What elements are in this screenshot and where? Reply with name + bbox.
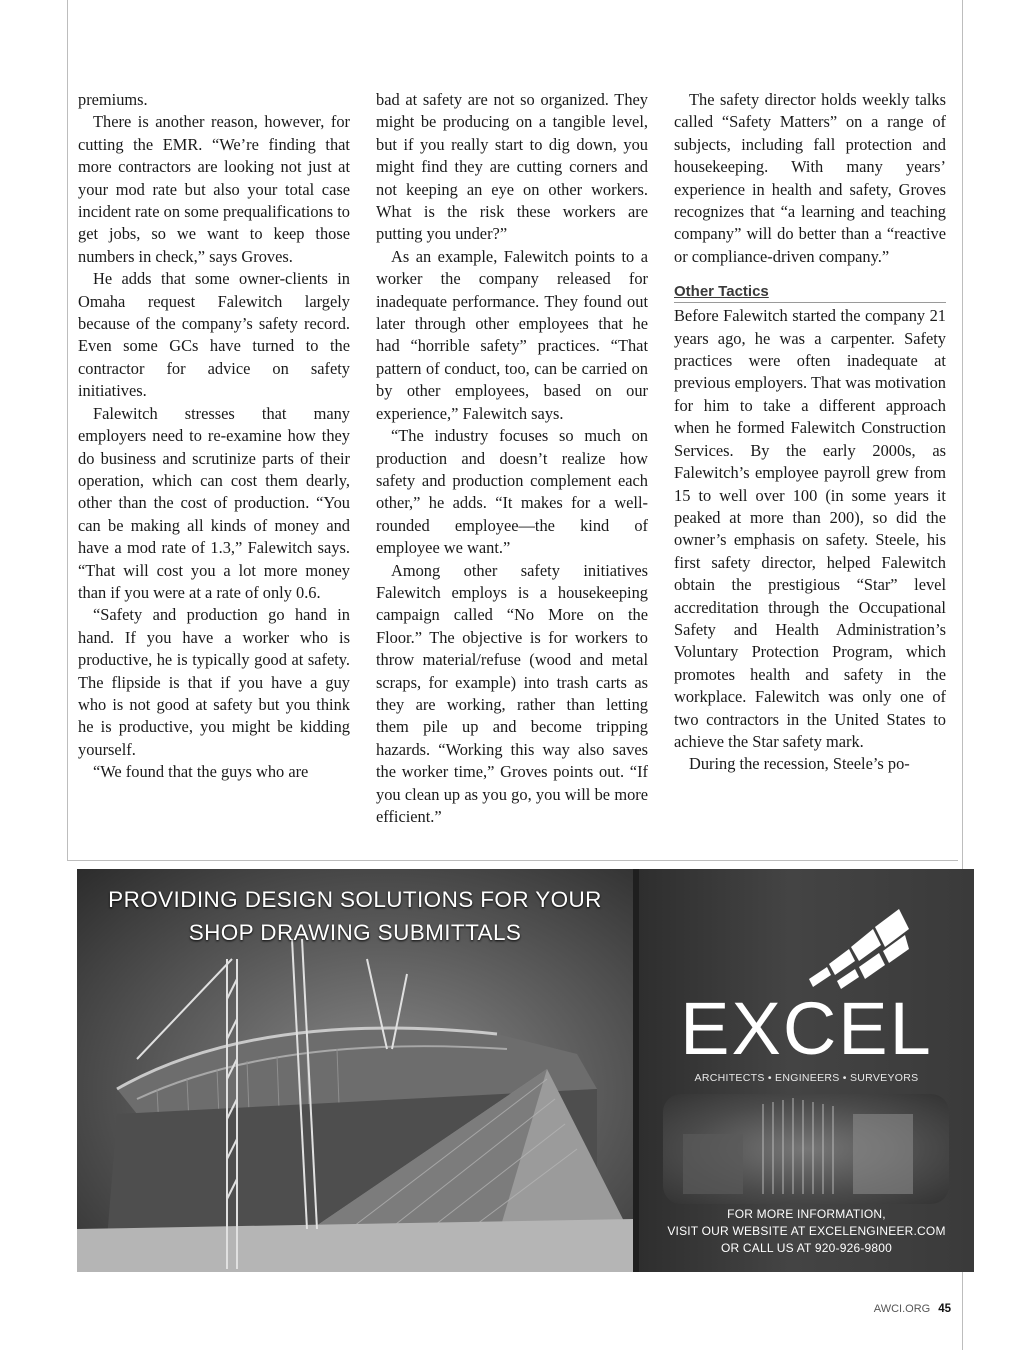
paragraph: bad at safety are not so organized. They might be producing on a tangible level, but if you really start to dig down, you might find they are cutting corners and not keeping an eye on other workers. What is the risk these workers are putting you under?” [376,90,648,244]
paragraph: He adds that some owner-clients in Omaha request Falewitch largely because of the company’s safety record. Even some GCs have turned to the contractor for advice on safety initiatives. [78,269,350,401]
paragraph: Before Falewitch started the company 21 years ago, he was a carpenter. Safety practices were often inadequate at previous employers. That was motivation for him to take a different approach when he formed Falewitch Construction Services. By the early 2000s, as Falewitch’s employee payroll grew from 15 to well over 100 (in some years it peaked at more than 200), so did the owner’s emphasis on safety. Steele, his first safety director, helped Falewitch obtain the prestigious “Star” level accreditation through the Occupational Safety and Health Administration’s Voluntary Protection Program, which promotes health and safety in the workplace. Falewitch was only one of two contractors in the United States to achieve the Star safety mark. [674,306,946,751]
paragraph: “Safety and production go hand in hand. If you have a worker who is productive, he is typically good at safety. The flipside is that if you have a guy who is not good at safety but you think he is productive, you might be kidding yourself. [78,605,350,759]
footer-site: AWCI.ORG [873,1303,931,1315]
info-line-3: OR CALL US AT 920-926-9800 [720,1241,893,1255]
page-number: 45 [938,1303,951,1315]
article-column-3 [674,89,946,776]
headline-line-1: PROVIDING DESIGN SOLUTIONS FOR YOUR [108,887,602,912]
page-footer [874,1303,951,1315]
paragraph: Among other safety initiatives Falewitch employs is a housekeeping campaign called “No More on the Floor.” The objective is for workers to throw material/refuse (wood and metal scraps, for example) into trash carts as they are working, rather than letting them pile up and become tripping hazards. “Working this way also saves the worker time,” Groves points out. “If you clean up as you go, you will be more efficient.” [376,560,648,826]
ad-contact-info [639,1206,974,1257]
paragraph: There is another reason, however, for cutting the EMR. “We’re finding that more contractors are looking not just at your mod rate but also your total case incident rate on some prequalifications to get jobs, so we want to keep those numbers in check,” says Groves. [78,112,350,266]
excel-wordmark: EXCEL [680,987,933,1070]
headline-line-2: SHOP DRAWING SUBMITTALS [188,920,522,945]
facade-illustration [663,1094,949,1204]
ad-separator-rule [67,860,958,861]
subhead-text: Other Tactics [674,283,769,301]
ad-headline [77,883,633,949]
paragraph: During the recession, Steele’s po- [689,754,910,774]
excel-advertisement [77,869,974,1272]
article-column-2 [376,89,648,828]
paragraph: “The industry focuses so much on production and doesn’t realize how safety and production complement each other,” he adds. “It makes for a well-rounded employee—the kind of employee we want.” [376,426,648,558]
paragraph: “We found that the guys who are [93,762,309,782]
stadium-illustration [77,939,633,1272]
ad-brand-panel [639,869,974,1272]
excel-tagline: ARCHITECTS • ENGINEERS • SURVEYORS [694,1072,919,1084]
building-facade-photo [663,1094,949,1204]
paragraph: premiums. [78,90,148,109]
left-margin-rule [67,0,68,860]
info-line-1: FOR MORE INFORMATION, [727,1207,886,1221]
paragraph: As an example, Falewitch points to a worker the company released for inadequate performance. They found out later through other employees that he had “horrible safety” practices. “That pattern of conduct, too, can be carried on by other employees, based on our experience,” Falewitch says. [376,246,648,423]
stadium-construction-photo [77,869,633,1272]
section-subhead [674,282,946,303]
paragraph: Falewitch stresses that many employers need to re-examine how they do business and scrutinize parts of their operation, which can cost them dearly, other than the cost of production. “You can be making all kinds of money and have a mod rate of 1.3,” Falewitch says. “That will cost you a lot more money than if you were at a rate of only 0.6. [78,403,350,602]
info-line-2: VISIT OUR WEBSITE AT EXCELENGINEER.COM [667,1224,946,1238]
paragraph: The safety director holds weekly talks called “Safety Matters” on a range of subjects, including fall protection and housekeeping. With many years’ experience in health and safety, Groves recognizes that “a learning and teaching company” will do better than a “reactive or compliance-driven company.” [674,90,946,266]
article-column-1 [78,89,350,784]
excel-logo-icon [809,909,909,999]
